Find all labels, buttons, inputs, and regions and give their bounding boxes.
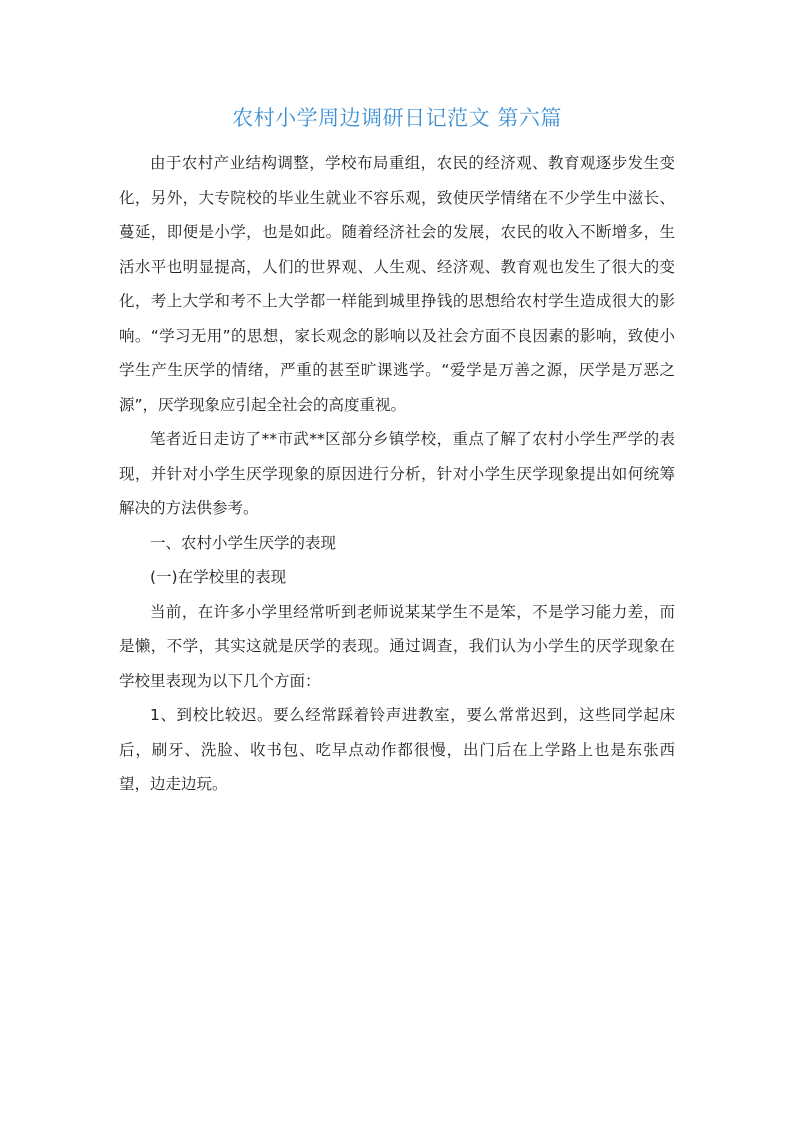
document-body [119, 146, 675, 802]
subsection-heading-1: (一)在学校里的表现 [150, 568, 287, 586]
paragraph-visit: 笔者近日走访了**市武**区部分乡镇学校，重点了解了农村小学生严学的表现，并针对小学生厌学现象的原因进行分析，针对小学生厌学现象提出如何统筹解决的方法供参考。 [119, 430, 675, 517]
paragraph-point-1: 1、到校比较迟。要么经常踩着铃声进教室，要么常常迟到，这些同学起床后，刷牙、洗脸、收书包、吃早点动作都很慢，出门后在上学路上也是东张西望，边走边玩。 [119, 706, 675, 793]
document-title: 农村小学周边调研日记范文 第六篇 [232, 106, 562, 130]
paragraph-school-behavior: 当前，在许多小学里经常听到老师说某某学生不是笨，不是学习能力差，而是懒，不学，其实这就是厌学的表现。通过调查，我们认为小学生的厌学现象在学校里表现为以下几个方面： [119, 602, 675, 690]
paragraph-intro: 由于农村产业结构调整，学校布局重组，农民的经济观、教育观逐步发生变化，另外，大专院校的毕业生就业不容乐观，致使厌学情绪在不少学生中滋长、蔓延，即便是小学，也是如此。随着经济社会的发展，农民的收入不断增多，生活水平也明显提高，人们的世界观、人生观、经济观、教育观也发生了很大的变化，考上大学和考不上大学都一样能到城里挣钱的思想给农村学生造成很大的影响。“学习无用”的思想，家长观念的影响以及社会方面不良因素的影响，致使小学生产生厌学的情绪，严重的甚至旷课逃学。“爱学是万善之源，厌学是万恶之源”，厌学现象应引起全社会的高度重视。 [119, 154, 675, 414]
section-heading-1: 一、农村小学生厌学的表现 [150, 533, 337, 552]
